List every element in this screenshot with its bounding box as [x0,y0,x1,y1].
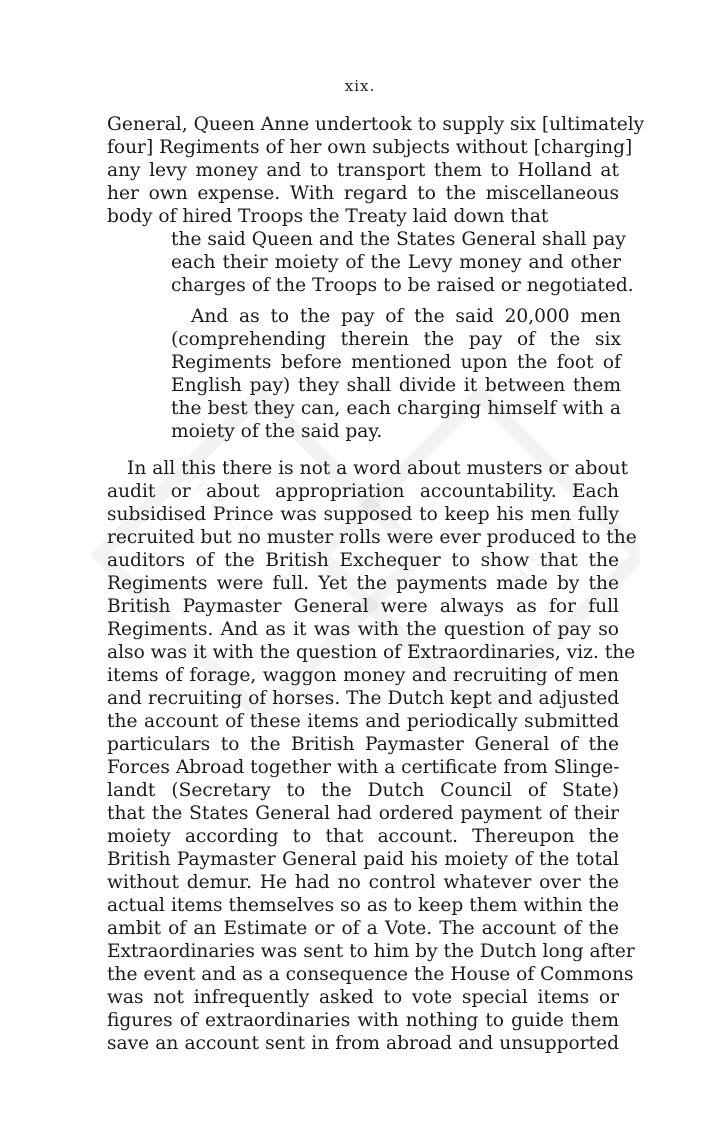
text-line: her own expense. With regard to the miscellaneous [107,183,619,204]
text-line: without demur. He had no control whatever over the [107,872,619,893]
text-line: also was it with the question of Extraordinaries, viz. the [107,642,636,663]
text-line: In all this there is not a word about musters or about [127,458,629,479]
text-line: actual items themselves so as to keep them within the [107,895,619,916]
quote-line: charges of the Troops to be raised or negotiated. [171,275,634,296]
main-paragraph [107,457,637,1055]
text-line: was not infrequently asked to vote special items or [107,987,619,1008]
text-line: the event and as a consequence the House of Commons [107,964,634,985]
text-line: items of forage, waggon money and recruiting of men [107,665,619,686]
watermark-text-left: ENTITLEMENTS [167,453,304,591]
quote-line: (comprehending therein the pay of the six [171,329,621,350]
quote-line: moiety of the said pay. [171,421,383,442]
quote-line: each their moiety of the Levy money and other [171,252,621,273]
text-line: subsidised Prince was supposed to keep his men fully [107,504,619,525]
text-line: four] Regiments of her own subjects without [charging] [107,137,633,158]
text-line: that the States General had ordered payment of their [107,803,619,824]
text-line: Regiments. And as it was with the question of pay so [107,619,619,640]
quote-paragraph-1 [171,228,634,297]
text-line: landt (Secretary to the Dutch Council of State) [107,780,619,801]
text-line: ambit of an Estimate or of a Vote. The account of the [107,918,619,939]
text-line: British Paymaster General were always as for full [107,596,619,617]
quote-paragraph-2 [171,305,621,443]
text-line: and recruiting of horses. The Dutch kept and adjusted [107,688,620,709]
quote-line: English pay) they shall divide it between them [171,375,621,396]
quote-line: the said Queen and the States General shall pay [171,229,626,250]
text-line: recruited but no muster rolls were ever produced to the [107,527,637,548]
text-line: General, Queen Anne undertook to supply six [ultimately [107,114,645,135]
text-line: the account of these items and periodically submitted [107,711,619,732]
page-number: xix. [344,77,376,95]
text-line: moiety according to that account. Thereupon the [107,826,619,847]
quote-line: And as to the pay of the said 20,000 men [191,306,621,327]
text-line: figures of extraordinaries with nothing to guide them [107,1010,619,1031]
text-line: body of hired Troops the Treaty laid down that [107,206,549,227]
quote-line: the best they can, each charging himself with a [171,398,621,419]
intro-paragraph [107,113,645,228]
text-line: auditors of the British Exchequer to show that the [107,550,619,571]
text-line: any levy money and to transport them to Holland at [107,160,619,181]
quote-line: Regiments before mentioned upon the foot of [171,352,621,373]
text-line: Forces Abroad together with a certificate from Slinge- [107,757,620,778]
text-line: British Paymaster General paid his moiety of the total [107,849,619,870]
text-line: save an account sent in from abroad and unsupported [107,1033,619,1054]
text-line: Regiments were full. Yet the payments made by the [107,573,619,594]
text-line: Extraordinaries was sent to him by the Dutch long after [107,941,635,962]
watermark-text-right: HISTORY [508,502,594,588]
text-line: audit or about appropriation accountability. Each [107,481,619,502]
text-line: particulars to the British Paymaster General of the [107,734,619,755]
